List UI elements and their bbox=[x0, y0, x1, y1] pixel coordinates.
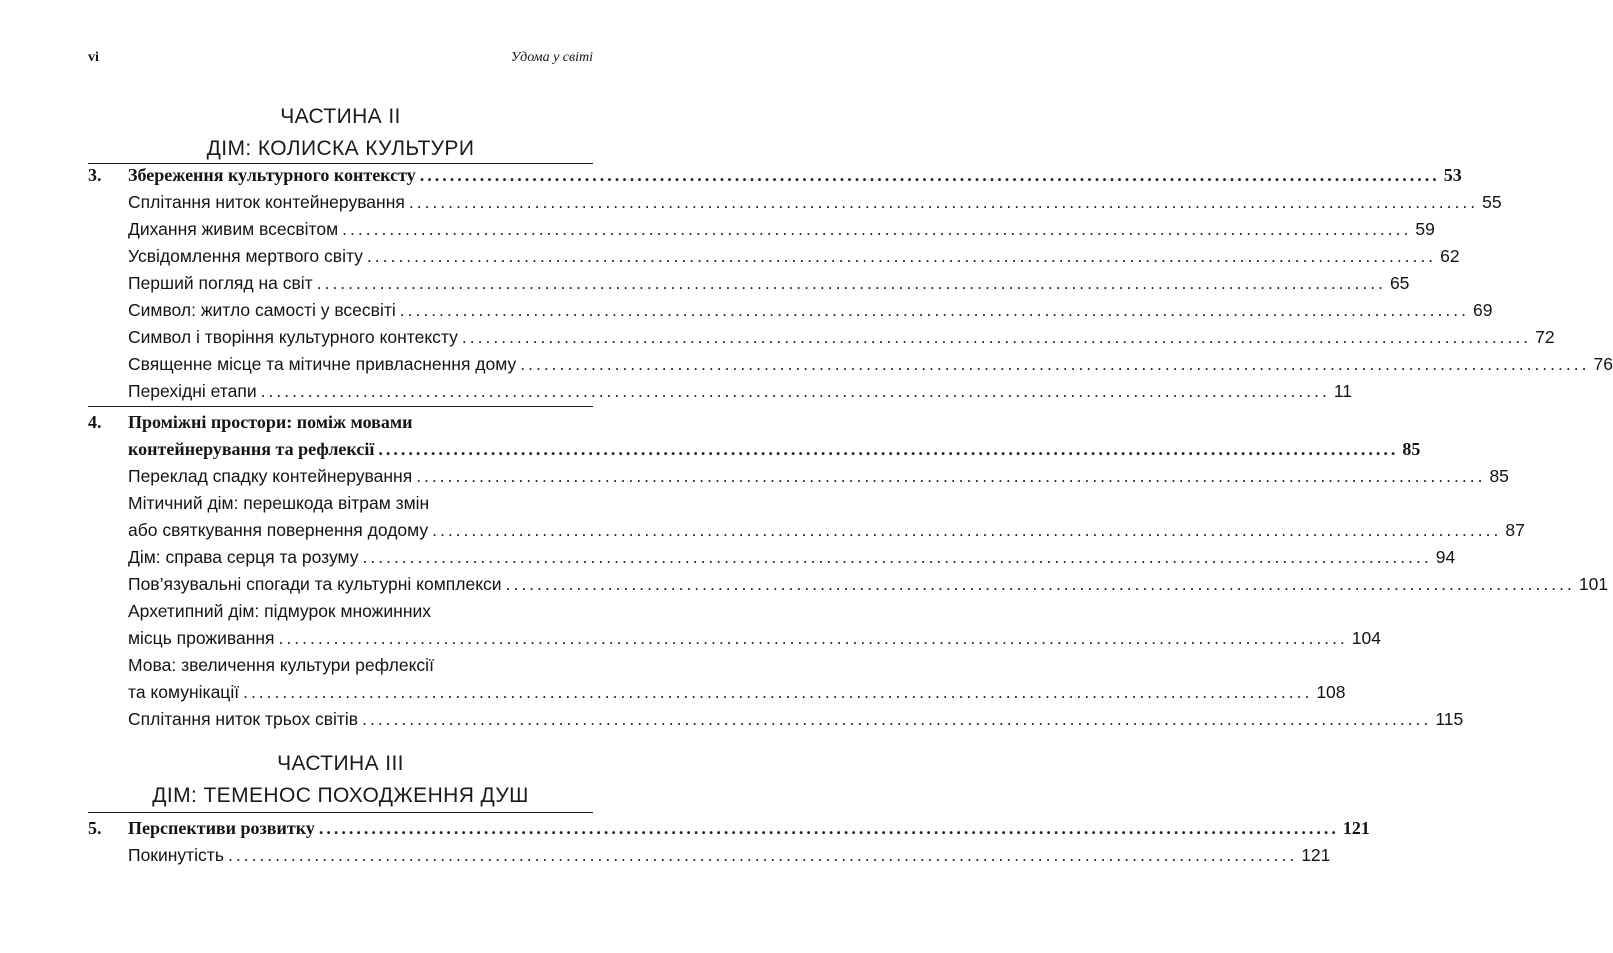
toc-entry-title-line1: Мітичний дім: перешкода вітрам змін bbox=[128, 493, 430, 513]
toc-chapter-5 bbox=[88, 815, 1370, 869]
toc-entry-page: 101 bbox=[1578, 574, 1609, 594]
toc-entry[interactable] bbox=[88, 706, 1464, 733]
chapter-4-title-line1: Проміжні простори: поміж мовами bbox=[128, 412, 413, 432]
leader-dots: ........................................................................................................................................ bbox=[408, 192, 1479, 212]
toc-entry-page: 11 bbox=[1333, 381, 1353, 401]
running-title: Удома у світі bbox=[510, 50, 593, 65]
toc-entry-title: Символ: житло самості у всесвіті bbox=[128, 300, 396, 320]
toc-entry-line1[interactable] bbox=[88, 598, 593, 625]
chapter-rule bbox=[88, 406, 593, 407]
toc-entry[interactable] bbox=[88, 270, 1410, 297]
toc-entry-page: 69 bbox=[1473, 300, 1493, 320]
toc-entry[interactable] bbox=[88, 463, 1509, 490]
chapter-5-title: Перспективи розвитку bbox=[128, 818, 315, 838]
toc-entry-page: 59 bbox=[1415, 219, 1435, 239]
toc-chapter-4 bbox=[88, 409, 1609, 733]
leader-dots: ........................................................................................................................................ bbox=[432, 520, 1502, 540]
toc-entry-title: Перехідні етапи bbox=[128, 381, 257, 401]
toc-entry[interactable] bbox=[88, 378, 1353, 405]
chapter-3-page: 53 bbox=[1443, 165, 1462, 185]
chapter-4-row[interactable] bbox=[88, 436, 1421, 463]
leader-dots: ........................................................................................................................................ bbox=[362, 709, 1432, 729]
leader-dots: ........................................................................................................................................ bbox=[243, 682, 1313, 702]
toc-entry-title-line2: або святкування повернення додому bbox=[128, 520, 429, 540]
toc-entry-page: 62 bbox=[1440, 246, 1460, 266]
part-2-title: ДІМ: КОЛИСКА КУЛЬТУРИ bbox=[206, 137, 475, 160]
leader-dots: ........................................................................................................................................ bbox=[378, 439, 1399, 459]
toc-entry-title-line2: місць проживання bbox=[128, 628, 275, 648]
toc-entry[interactable] bbox=[88, 544, 1456, 571]
chapter-4-title-line2: контейнерування та рефлексії bbox=[128, 439, 375, 459]
toc-entry-page: 115 bbox=[1435, 709, 1464, 729]
page-number: vi bbox=[88, 50, 99, 65]
toc-entry[interactable] bbox=[88, 625, 1381, 652]
toc-entry[interactable] bbox=[88, 571, 1609, 598]
toc-entry-title: Переклад спадку контейнерування bbox=[128, 466, 413, 486]
toc-entry-page: 94 bbox=[1435, 547, 1456, 567]
part-2-label: ЧАСТИНА ІІ bbox=[280, 105, 401, 128]
part-3-heading bbox=[88, 748, 593, 812]
toc-entry[interactable] bbox=[88, 189, 1502, 216]
chapter-4-number: 4. bbox=[88, 412, 102, 432]
toc-entry-title: Дихання живим всесвітом bbox=[128, 219, 339, 239]
leader-dots: ........................................................................................................................................ bbox=[416, 466, 1486, 486]
part-3-title: ДІМ: ТЕМЕНОС ПОХОДЖЕННЯ ДУШ bbox=[152, 784, 529, 807]
toc-entry-page: 85 bbox=[1489, 466, 1509, 486]
leader-dots: ........................................................................................................................................ bbox=[260, 381, 1330, 401]
toc-entry-line1[interactable] bbox=[88, 652, 593, 679]
toc-entry-title-line1: Архетипний дім: підмурок множинних bbox=[128, 601, 432, 621]
leader-dots: ........................................................................................................................................ bbox=[227, 845, 1298, 865]
chapter-3-row[interactable] bbox=[88, 162, 1462, 189]
chapter-5-number: 5. bbox=[88, 818, 102, 838]
toc-entry-page: 72 bbox=[1535, 327, 1555, 347]
leader-dots: ........................................................................................................................................ bbox=[342, 219, 1412, 239]
toc-entry[interactable] bbox=[88, 517, 1525, 544]
toc-entry-line1[interactable] bbox=[88, 490, 593, 517]
part-2-heading bbox=[88, 101, 593, 165]
leader-dots: ........................................................................................................................................ bbox=[362, 547, 1432, 567]
toc-entry-page: 76 bbox=[1593, 354, 1613, 374]
leader-dots: ........................................................................................................................................ bbox=[419, 165, 1440, 185]
leader-dots: ........................................................................................................................................ bbox=[366, 246, 1437, 266]
toc-entry[interactable] bbox=[88, 243, 1460, 270]
chapter-3-title: Збереження культурного контексту bbox=[128, 165, 416, 185]
leader-dots: ........................................................................................................................................ bbox=[505, 574, 1575, 594]
toc-entry-title: Сплітання ниток контейнерування bbox=[128, 192, 405, 212]
toc-entry-title: Усвідомлення мертвого світу bbox=[128, 246, 363, 266]
leader-dots: ........................................................................................................................................ bbox=[461, 327, 1532, 347]
toc-entry-page: 108 bbox=[1316, 682, 1346, 702]
part-3-rule bbox=[88, 812, 593, 813]
toc-entry-title: Сплітання ниток трьох світів bbox=[128, 709, 359, 729]
toc-entry-title: Священне місце та мітичне привласнення дому bbox=[128, 354, 517, 374]
toc-entry-page: 87 bbox=[1505, 520, 1525, 540]
leader-dots: ........................................................................................................................................ bbox=[399, 300, 1469, 320]
toc-entry-page: 55 bbox=[1482, 192, 1502, 212]
toc-chapter-3 bbox=[88, 162, 1613, 405]
leader-dots: ........................................................................................................................................ bbox=[318, 818, 1339, 838]
toc-entry-title: Дім: справа серця та розуму bbox=[128, 547, 359, 567]
chapter-5-page: 121 bbox=[1342, 818, 1370, 838]
toc-entry-page: 104 bbox=[1351, 628, 1381, 648]
toc-entry-title: Пов’язувальні спогади та культурні комплекси bbox=[128, 574, 502, 594]
leader-dots: ........................................................................................................................................ bbox=[520, 354, 1590, 374]
toc-entry[interactable] bbox=[88, 324, 1555, 351]
leader-dots: ........................................................................................................................................ bbox=[316, 273, 1386, 293]
part-3-label: ЧАСТИНА ІІІ bbox=[277, 752, 404, 775]
toc-entry[interactable] bbox=[88, 842, 1331, 869]
toc-entry-title: Символ і творіння культурного контексту bbox=[128, 327, 458, 347]
chapter-5-row[interactable] bbox=[88, 815, 1370, 842]
toc-entry-title-line1: Мова: звеличення культури рефлексії bbox=[128, 655, 434, 675]
toc-entry[interactable] bbox=[88, 351, 1613, 378]
toc-entry[interactable] bbox=[88, 679, 1346, 706]
toc-entry-title: Покинутість bbox=[128, 845, 224, 865]
toc-entry-page: 65 bbox=[1389, 273, 1410, 293]
chapter-4-title-row[interactable] bbox=[88, 409, 593, 436]
toc-entry-title: Перший погляд на світ bbox=[128, 273, 313, 293]
toc-entry-title-line2: та комунікації bbox=[128, 682, 240, 702]
chapter-3-number: 3. bbox=[88, 165, 102, 185]
toc-entry[interactable] bbox=[88, 297, 1493, 324]
leader-dots: ........................................................................................................................................ bbox=[278, 628, 1348, 648]
chapter-4-page: 85 bbox=[1402, 439, 1421, 459]
toc-entry-page: 121 bbox=[1301, 845, 1331, 865]
toc-entry[interactable] bbox=[88, 216, 1435, 243]
